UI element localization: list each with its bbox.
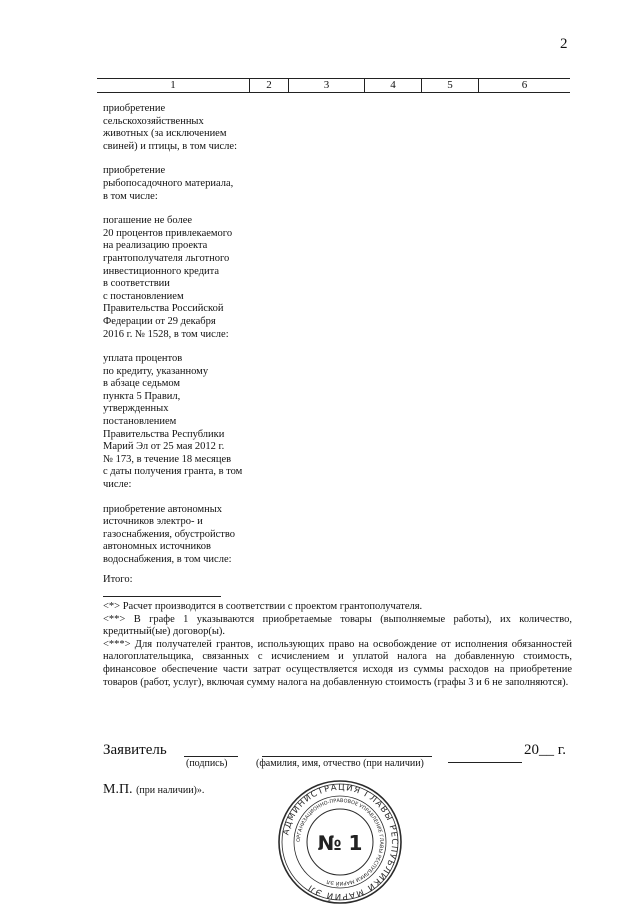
signature-line <box>184 756 238 757</box>
column-number: 5 <box>421 79 478 92</box>
column-number: 4 <box>364 79 421 92</box>
total-label: Итого: <box>103 574 133 585</box>
signature-caption: (подпись) <box>186 758 228 769</box>
expense-row: приобретение рыбопосадочного материала, в том числе: <box>103 165 234 202</box>
footnote: <**> В графе 1 указываются приобретаемые товары (выполняемые работы), их количество, кредитный(ые) договор(ы). <box>103 613 572 638</box>
name-caption: (фамилия, имя, отчество (при наличии) <box>256 758 424 769</box>
mp-label: М.П. <box>103 782 133 797</box>
svg-text:№ 1: № 1 <box>317 831 363 855</box>
column-number: 1 <box>170 79 176 91</box>
expense-row: приобретение сельскохозяйственных животных (за исключением свиней) и птицы, в том числе: <box>103 103 237 152</box>
applicant-label: Заявитель <box>103 742 167 758</box>
svg-text:АДМИНИСТРАЦИЯ ГЛАВЫ РЕСПУБЛИКИ: АДМИНИСТРАЦИЯ ГЛАВЫ РЕСПУБЛИКИ МАРИЙ ЭЛ <box>281 782 400 902</box>
official-seal <box>276 780 404 905</box>
date-line <box>448 762 522 763</box>
footnotes <box>103 601 572 689</box>
footnote: <*> Расчет производится в соответствии с проектом грантополучателя. <box>103 601 423 612</box>
mp-note: (при наличии)». <box>136 785 205 796</box>
expense-row: уплата процентов по кредиту, указанному в абзаце седьмом пункта 5 Правил, утвержденных постановлением Правительства Республики Марий Эл от 25 мая 2012 г. № 173, в течение 18 месяцев с даты получения гранта, в том числе: <box>103 353 243 491</box>
column-number: 2 <box>249 79 288 92</box>
column-number: 6 <box>478 79 570 92</box>
expense-row: приобретение автономных источников электро- и газоснабжения, обустройство автономных источников водоснабжения, в том числе: <box>103 503 236 565</box>
expense-row: погашение не более 20 процентов привлекаемого на реализацию проекта грантополучателя льготного инвестиционного кредита в соответствии с постановлением Правительства Российской Федерации от 29 декабря 2016 г. № 1528, в том числе: <box>103 215 233 340</box>
year-text: 20__ г. <box>524 742 566 758</box>
footnote: <***> Для получателей грантов, использующих право на освобождение от исполнения обязанностей налогоплательщика, связанных с исчислением и уплатой налога на добавленную стоимость, финансовое обеспечение части затрат осуществляется исходя из суммы расходов на приобретение товаров (работ, услуг), включая сумму налога на добавленную стоимость (графы 3 и 6 не заполняются). <box>103 638 572 688</box>
column-number: 3 <box>288 79 364 92</box>
name-line <box>262 756 432 757</box>
table-column-header <box>97 78 570 93</box>
mp-line <box>103 782 204 798</box>
footnote-divider <box>103 596 221 597</box>
expense-rows <box>103 103 249 579</box>
page-number: 2 <box>560 36 568 52</box>
svg-text:ОРГАНИЗАЦИОННО-ПРАВОВОЕ УПРАВЛ: ОРГАНИЗАЦИОННО-ПРАВОВОЕ УПРАВЛЕНИЕ ГЛАВЫ РЕСПУБЛИКИ МАРИЙ ЭЛ <box>295 797 385 887</box>
